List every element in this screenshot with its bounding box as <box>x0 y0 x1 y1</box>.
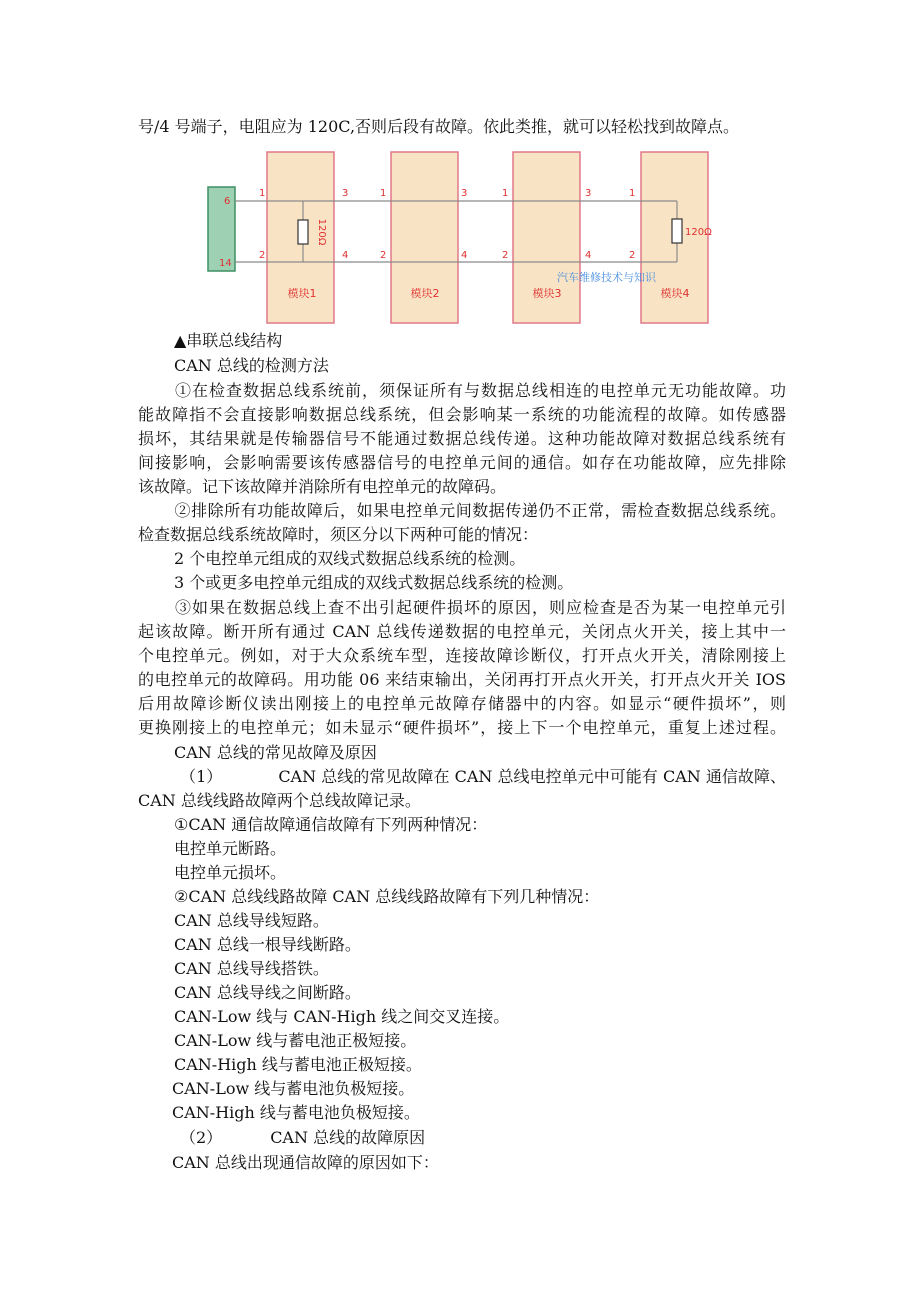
wire-fault-item: CAN 总线导线之间断路。 <box>174 983 361 1002</box>
m2-pin-2: 2 <box>380 250 387 261</box>
comm-fault-title: ①CAN 通信故障通信故障有下列两种情况： <box>174 815 488 834</box>
m1-pin-4: 4 <box>342 250 349 261</box>
item-two-units: 2 个电控单元组成的双线式数据总线系统的检测。 <box>174 549 526 568</box>
serial-bus-diagram <box>205 150 725 326</box>
resistor-1-label: 120Ω <box>316 218 327 246</box>
para2-line: ②排除所有功能故障后，如果电控单元间数据传递仍不正常，需检查数据总线系统。 <box>174 501 786 520</box>
wire-fault-item: CAN-Low 线与蓄电池负极短接。 <box>172 1079 415 1098</box>
para1-line: 该故障。记下该故障并消除所有电控单元的故障码。 <box>138 477 507 496</box>
heading-detection-methods: CAN 总线的检测方法 <box>174 356 329 375</box>
section1-line1: （1） CAN 总线的常见故障在 CAN 总线电控单元中可能有 CAN 通信故障、 <box>180 767 786 786</box>
item-three-units: 3 个或更多电控单元组成的双线式数据总线系统的检测。 <box>174 573 574 592</box>
section1-line2: CAN 总线线路故障两个总线故障记录。 <box>138 791 421 810</box>
para3-line: ③如果在数据总线上查不出引起硬件损坏的原因，则应检查是否为某一电控单元引 <box>174 598 786 617</box>
m2-pin-1: 1 <box>380 188 387 199</box>
para3-line: 个电控单元。例如，对于大众系统车型，连接故障诊断仪，打开点火开关，清除刚接上 <box>138 646 786 665</box>
para1-line: 能故障指不会直接影响数据总线系统，但会影响某一系统的功能流程的故障。如传感器 <box>138 405 786 424</box>
resistor-1 <box>298 220 308 244</box>
para3-line: 更换刚接上的电控单元；如未显示“硬件损坏”，接上下一个电控单元，重复上述过程。 <box>138 718 786 737</box>
para2-line: 检查数据总线系统故障时，须区分以下两种可能的情况： <box>138 525 539 544</box>
m3-pin-4: 4 <box>585 250 592 261</box>
para3-line: 后用故障诊断仪读出刚接上的电控单元故障存储器中的内容。如显示“硬件损坏”，则 <box>138 694 786 713</box>
wire-fault-item: CAN 总线导线短路。 <box>174 911 329 930</box>
module-2-label: 模块2 <box>410 287 440 300</box>
m3-pin-1: 1 <box>502 188 509 199</box>
top-line: 号/4 号端子，电阻应为 120C,否则后段有故障。依此类推，就可以轻松找到故障点。 <box>138 117 740 136</box>
m3-pin-2: 2 <box>502 250 509 261</box>
module-3-label: 模块3 <box>532 287 562 300</box>
m2-pin-4: 4 <box>461 250 468 261</box>
para3-line: 起该故障。断开所有通过 CAN 总线传递数据的电控单元，关闭点火开关，接上其中一 <box>138 622 786 641</box>
m1-pin-3: 3 <box>342 188 349 199</box>
wire-fault-item: CAN 总线一根导线断路。 <box>174 935 361 954</box>
resistor-4 <box>672 219 682 243</box>
para1-line: ①在检查数据总线系统前，须保证所有与数据总线相连的电控单元无功能故障。功 <box>174 381 786 400</box>
para3-line: 的电控单元的故障码。用功能 06 来结束输出，关闭再打开点火开关，打开点火开关 IOS <box>138 670 786 689</box>
m4-pin-1: 1 <box>629 188 636 199</box>
comm-fault-item: 电控单元断路。 <box>174 839 287 858</box>
para1-line: 损坏，其结果就是传输器信号不能通过数据总线传递。这种功能故障对数据总线系统有 <box>138 429 786 448</box>
figure-caption: ▲串联总线结构 <box>174 331 283 350</box>
m4-pin-2: 2 <box>629 250 636 261</box>
wire-fault-item: CAN-Low 线与蓄电池正极短接。 <box>174 1031 417 1050</box>
wire-fault-item: CAN-High 线与蓄电池负极短接。 <box>172 1103 420 1122</box>
para1-line: 间接影响，会影响需要该传感器信号的电控单元间的通信。如存在功能故障，应先排除 <box>138 453 786 472</box>
module-1-label: 模块1 <box>287 287 317 300</box>
connector-pin-14: 14 <box>219 258 232 269</box>
m1-pin-1: 1 <box>259 188 266 199</box>
m3-pin-3: 3 <box>585 188 592 199</box>
section2-heading: （2） CAN 总线的故障原因 <box>180 1128 426 1147</box>
wire-fault-item: CAN 总线导线搭铁。 <box>174 959 329 978</box>
heading-common-faults: CAN 总线的常见故障及原因 <box>174 743 377 762</box>
connector-pin-6: 6 <box>224 196 231 207</box>
m2-pin-3: 3 <box>461 188 468 199</box>
comm-fault-item: 电控单元损坏。 <box>174 863 287 882</box>
wire-fault-item: CAN-High 线与蓄电池正极短接。 <box>174 1055 422 1074</box>
m1-pin-2: 2 <box>259 250 266 261</box>
diagram-watermark: 汽车维修技术与知识 <box>557 271 656 284</box>
wire-fault-title: ②CAN 总线线路故障 CAN 总线线路故障有下列几种情况： <box>174 887 600 906</box>
last-line: CAN 总线出现通信故障的原因如下： <box>172 1153 439 1172</box>
module-4-label: 模块4 <box>660 287 690 300</box>
resistor-4-label: 120Ω <box>685 227 712 238</box>
wire-fault-item: CAN-Low 线与 CAN-High 线之间交叉连接。 <box>174 1007 510 1026</box>
